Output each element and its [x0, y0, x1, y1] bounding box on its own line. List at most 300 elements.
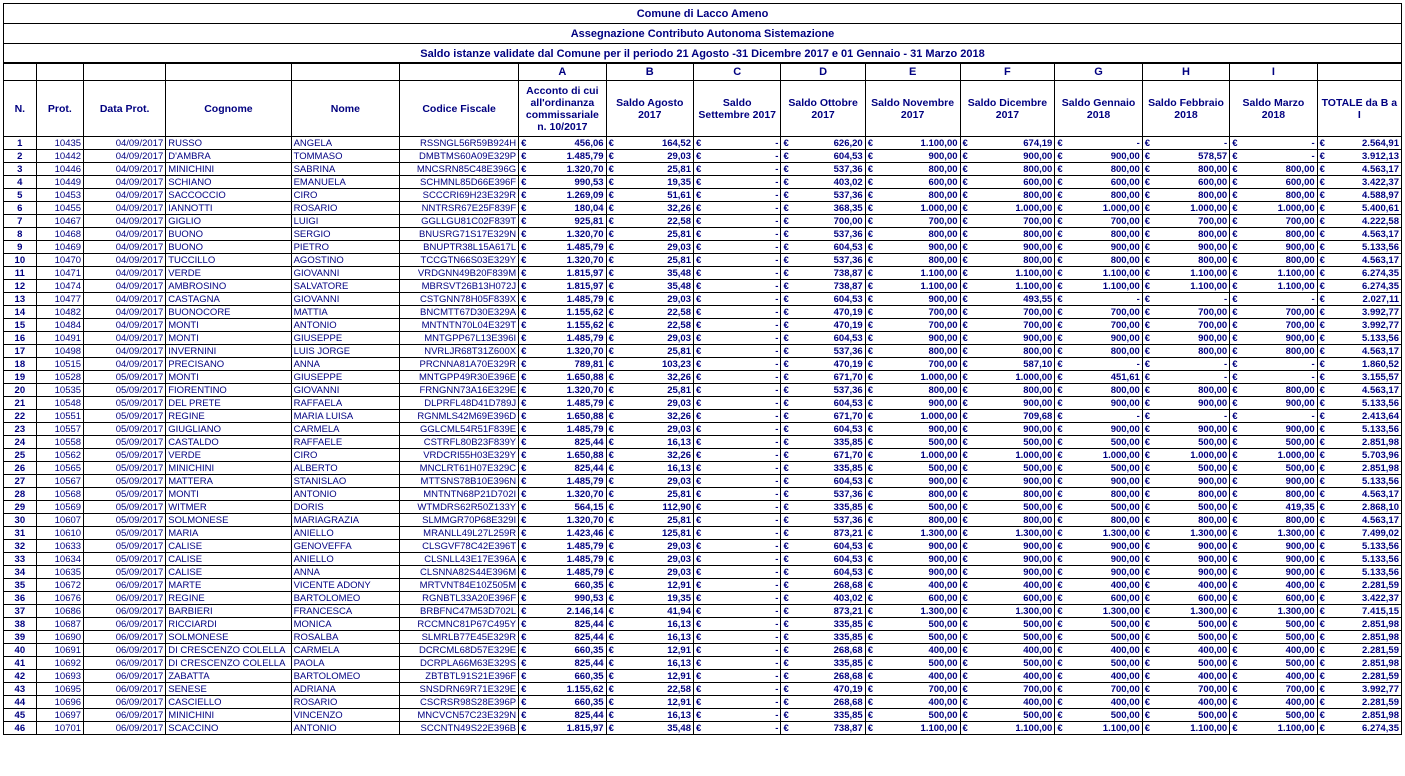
- currency-symbol: €: [1319, 631, 1325, 643]
- advance-a-cell: [519, 592, 606, 605]
- tax-code-cell: VRDGNN49B20F839M: [400, 267, 519, 280]
- currency-symbol: €: [1144, 501, 1151, 513]
- amount: 800,00: [1285, 228, 1315, 240]
- amount: 537,36: [833, 345, 863, 357]
- currency-symbol: €: [962, 332, 968, 344]
- currency-symbol: €: [521, 345, 527, 357]
- amount: -: [775, 280, 779, 292]
- currency-symbol: €: [608, 293, 614, 305]
- balance-march-cell: [1230, 488, 1317, 501]
- currency-symbol: €: [521, 540, 527, 552]
- currency-symbol: €: [962, 371, 968, 383]
- column-letter: E: [865, 64, 960, 81]
- balance-september-cell: [694, 527, 781, 540]
- table-row: [4, 540, 1402, 553]
- currency-symbol: €: [962, 501, 968, 513]
- currency-symbol: €: [867, 436, 873, 448]
- currency-symbol: €: [1144, 397, 1151, 409]
- amount: -: [1311, 358, 1315, 370]
- balance-august-cell: [606, 696, 693, 709]
- balance-january-cell: [1055, 579, 1142, 592]
- balance-february-cell: [1142, 579, 1229, 592]
- currency-symbol: €: [1232, 722, 1238, 734]
- balance-november-cell: [865, 319, 960, 332]
- balance-september-cell: [694, 644, 781, 657]
- currency-symbol: €: [1232, 696, 1238, 708]
- total-b-to-i-cell: [1317, 423, 1401, 436]
- amount: 4.563,17: [1362, 254, 1399, 266]
- amount: 500,00: [1110, 631, 1140, 643]
- balance-september-cell: [694, 631, 781, 644]
- tax-code-cell: WTMDRS62R50Z133Y: [400, 501, 519, 514]
- table-row: [4, 514, 1402, 527]
- amount: 825,44: [574, 436, 604, 448]
- protocol-number-cell: 10535: [36, 384, 83, 397]
- tax-code-cell: MNTNTN68P21D702I: [400, 488, 519, 501]
- balance-march-cell: [1230, 423, 1317, 436]
- balance-august-cell: [606, 592, 693, 605]
- protocol-number-cell: 10676: [36, 592, 83, 605]
- balance-march-cell: [1230, 150, 1317, 163]
- advance-a-cell: [519, 293, 606, 306]
- amount: 900,00: [1198, 397, 1228, 409]
- currency-symbol: €: [867, 696, 873, 708]
- currency-symbol: €: [521, 215, 527, 227]
- total-b-to-i-cell: [1317, 449, 1401, 462]
- column-letter: [84, 64, 166, 81]
- balance-october-cell: [781, 137, 865, 150]
- currency-symbol: €: [962, 592, 968, 604]
- advance-a-cell: [519, 449, 606, 462]
- column-letter: H: [1142, 64, 1229, 81]
- amount: 800,00: [928, 228, 958, 240]
- row-number-cell: 12: [4, 280, 37, 293]
- column-letter: [1317, 64, 1401, 81]
- currency-symbol: €: [783, 423, 789, 435]
- protocol-number-cell: 10568: [36, 488, 83, 501]
- balance-january-cell: [1055, 462, 1142, 475]
- row-number-cell: 15: [4, 319, 37, 332]
- amount: 900,00: [1023, 150, 1053, 162]
- tax-code-cell: GGLCML54R51F839E: [400, 423, 519, 436]
- currency-symbol: €: [962, 527, 968, 539]
- amount: 700,00: [1285, 683, 1315, 695]
- currency-symbol: €: [783, 332, 789, 344]
- currency-symbol: €: [1144, 423, 1151, 435]
- amount: -: [775, 254, 779, 266]
- advance-a-cell: [519, 475, 606, 488]
- amount: 335,85: [833, 436, 863, 448]
- amount: 604,53: [833, 332, 863, 344]
- currency-symbol: €: [1319, 696, 1325, 708]
- row-number-cell: 21: [4, 397, 37, 410]
- amount: 4.588,97: [1362, 189, 1399, 201]
- table-row: [4, 579, 1402, 592]
- total-b-to-i-cell: [1317, 215, 1401, 228]
- balance-december-cell: [960, 540, 1055, 553]
- currency-symbol: €: [783, 202, 789, 214]
- amount: 500,00: [1023, 618, 1053, 630]
- currency-symbol: €: [783, 319, 789, 331]
- currency-symbol: €: [1144, 540, 1151, 552]
- amount: 29,03: [667, 566, 691, 578]
- balance-august-cell: [606, 722, 693, 735]
- first-name-cell: TOMMASO: [291, 150, 400, 163]
- currency-symbol: €: [1232, 397, 1238, 409]
- balance-august-cell: [606, 553, 693, 566]
- currency-symbol: €: [1057, 215, 1063, 227]
- balance-december-cell: [960, 423, 1055, 436]
- total-b-to-i-cell: [1317, 696, 1401, 709]
- currency-symbol: €: [608, 631, 614, 643]
- currency-symbol: €: [1144, 709, 1151, 721]
- amount: 700,00: [1023, 215, 1053, 227]
- balance-august-cell: [606, 423, 693, 436]
- currency-symbol: €: [962, 462, 968, 474]
- balance-march-cell: [1230, 137, 1317, 150]
- first-name-cell: FRANCESCA: [291, 605, 400, 618]
- currency-symbol: €: [696, 176, 702, 188]
- amount: 32,26: [667, 202, 691, 214]
- amount: 29,03: [667, 150, 691, 162]
- balance-january-cell: [1055, 267, 1142, 280]
- spreadsheet: [3, 3, 1402, 735]
- currency-symbol: €: [1319, 475, 1325, 487]
- surname-cell: RICCIARDI: [166, 618, 291, 631]
- currency-symbol: €: [1057, 436, 1063, 448]
- balance-december-cell: [960, 462, 1055, 475]
- amount: 1.320,70: [566, 254, 604, 266]
- currency-symbol: €: [1232, 670, 1238, 682]
- currency-symbol: €: [783, 410, 789, 422]
- amount: 825,44: [574, 709, 604, 721]
- currency-symbol: €: [521, 397, 527, 409]
- currency-symbol: €: [867, 189, 873, 201]
- balance-december-cell: [960, 267, 1055, 280]
- advance-a-cell: [519, 423, 606, 436]
- column-letters-row: [4, 64, 1402, 81]
- currency-symbol: €: [1232, 631, 1238, 643]
- amount: 700,00: [1285, 215, 1315, 227]
- currency-symbol: €: [783, 462, 789, 474]
- amount: 537,36: [833, 189, 863, 201]
- currency-symbol: €: [696, 280, 702, 292]
- balance-october-cell: [781, 176, 865, 189]
- currency-symbol: €: [1319, 254, 1325, 266]
- advance-a-cell: [519, 228, 606, 241]
- currency-symbol: €: [962, 618, 968, 630]
- amount: -: [775, 241, 779, 253]
- amount: 500,00: [928, 462, 958, 474]
- row-number-cell: 22: [4, 410, 37, 423]
- tax-code-cell: RGNBTL33A20E396F: [400, 592, 519, 605]
- amount: 800,00: [1110, 228, 1140, 240]
- currency-symbol: €: [962, 384, 968, 396]
- currency-symbol: €: [608, 163, 614, 175]
- currency-symbol: €: [867, 540, 873, 552]
- amount: 604,53: [833, 150, 863, 162]
- amount: -: [775, 267, 779, 279]
- amount: -: [775, 501, 779, 513]
- currency-symbol: €: [1144, 228, 1151, 240]
- amount: 5.400,61: [1362, 202, 1399, 214]
- balance-november-cell: [865, 293, 960, 306]
- tax-code-cell: TCCGTN66S03E329Y: [400, 254, 519, 267]
- currency-symbol: €: [521, 202, 527, 214]
- amount: 41,94: [667, 605, 691, 617]
- amount: 5.133,56: [1362, 540, 1399, 552]
- currency-symbol: €: [696, 293, 702, 305]
- currency-symbol: €: [521, 696, 527, 708]
- balance-march-cell: [1230, 644, 1317, 657]
- advance-a-cell: [519, 722, 606, 735]
- first-name-cell: GIOVANNI: [291, 293, 400, 306]
- row-number-cell: 44: [4, 696, 37, 709]
- balance-january-cell: [1055, 618, 1142, 631]
- currency-symbol: €: [1057, 527, 1063, 539]
- balance-october-cell: [781, 670, 865, 683]
- balance-november-cell: [865, 410, 960, 423]
- balance-october-cell: [781, 514, 865, 527]
- balance-february-cell: [1142, 345, 1229, 358]
- protocol-date-cell: 05/09/2017: [84, 397, 166, 410]
- amount: 29,03: [667, 423, 691, 435]
- amount: 335,85: [833, 631, 863, 643]
- currency-symbol: €: [783, 501, 789, 513]
- tax-code-cell: SCCNTN49S22E396B: [400, 722, 519, 735]
- amount: -: [775, 397, 779, 409]
- currency-symbol: €: [962, 657, 968, 669]
- currency-symbol: €: [1057, 709, 1063, 721]
- balance-december-cell: [960, 553, 1055, 566]
- currency-symbol: €: [608, 358, 614, 370]
- amount: -: [1311, 293, 1315, 305]
- balance-february-cell: [1142, 514, 1229, 527]
- currency-symbol: €: [696, 618, 702, 630]
- currency-symbol: €: [521, 618, 527, 630]
- amount: -: [775, 449, 779, 461]
- amount: 1.000,00: [1190, 202, 1228, 214]
- surname-cell: FIORENTINO: [166, 384, 291, 397]
- currency-symbol: €: [783, 670, 789, 682]
- protocol-number-cell: 10491: [36, 332, 83, 345]
- currency-symbol: €: [608, 657, 614, 669]
- currency-symbol: €: [1144, 215, 1151, 227]
- amount: -: [1224, 293, 1228, 305]
- currency-symbol: €: [696, 267, 702, 279]
- currency-symbol: €: [1232, 228, 1238, 240]
- balance-february-cell: [1142, 254, 1229, 267]
- total-b-to-i-cell: [1317, 462, 1401, 475]
- table-row: [4, 319, 1402, 332]
- advance-a-cell: [519, 332, 606, 345]
- first-name-cell: ANGELA: [291, 137, 400, 150]
- table-row: [4, 618, 1402, 631]
- balance-march-cell: [1230, 579, 1317, 592]
- tax-code-cell: NNTRSR67E25F839F: [400, 202, 519, 215]
- table-row: [4, 423, 1402, 436]
- currency-symbol: €: [1057, 397, 1063, 409]
- amount: 500,00: [1198, 709, 1228, 721]
- currency-symbol: €: [962, 163, 968, 175]
- amount: 900,00: [1110, 397, 1140, 409]
- table-row: [4, 358, 1402, 371]
- amount: -: [775, 410, 779, 422]
- balance-august-cell: [606, 462, 693, 475]
- amount: 900,00: [1285, 241, 1315, 253]
- first-name-cell: AGOSTINO: [291, 254, 400, 267]
- surname-cell: VERDE: [166, 267, 291, 280]
- advance-a-cell: [519, 345, 606, 358]
- balance-march-cell: [1230, 332, 1317, 345]
- amount: 800,00: [928, 384, 958, 396]
- currency-symbol: €: [1144, 371, 1151, 383]
- balance-august-cell: [606, 202, 693, 215]
- currency-symbol: €: [962, 436, 968, 448]
- amount: -: [775, 618, 779, 630]
- currency-symbol: €: [1319, 241, 1325, 253]
- amount: -: [775, 176, 779, 188]
- amount: 900,00: [1110, 423, 1140, 435]
- balance-march-cell: [1230, 280, 1317, 293]
- advance-a-cell: [519, 241, 606, 254]
- row-number-cell: 18: [4, 358, 37, 371]
- row-number-cell: 36: [4, 592, 37, 605]
- currency-symbol: €: [867, 449, 873, 461]
- currency-symbol: €: [521, 488, 527, 500]
- currency-symbol: €: [1057, 605, 1063, 617]
- amount: 800,00: [1285, 384, 1315, 396]
- table-row: [4, 722, 1402, 735]
- currency-symbol: €: [962, 683, 968, 695]
- balance-october-cell: [781, 462, 865, 475]
- currency-symbol: €: [521, 319, 527, 331]
- balance-august-cell: [606, 410, 693, 423]
- surname-cell: MINICHINI: [166, 462, 291, 475]
- balance-november-cell: [865, 163, 960, 176]
- currency-symbol: €: [608, 683, 614, 695]
- currency-symbol: €: [1057, 514, 1063, 526]
- row-number-cell: 34: [4, 566, 37, 579]
- balance-december-cell: [960, 293, 1055, 306]
- protocol-date-cell: 04/09/2017: [84, 280, 166, 293]
- currency-symbol: €: [1144, 631, 1151, 643]
- balance-december-cell: [960, 631, 1055, 644]
- amount: 900,00: [1198, 475, 1228, 487]
- row-number-cell: 20: [4, 384, 37, 397]
- amount: -: [775, 202, 779, 214]
- amount: 800,00: [928, 345, 958, 357]
- protocol-number-cell: 10484: [36, 319, 83, 332]
- balance-october-cell: [781, 631, 865, 644]
- tax-code-cell: SNSDRN69R71E329E: [400, 683, 519, 696]
- currency-symbol: €: [867, 241, 873, 253]
- protocol-number-cell: 10449: [36, 176, 83, 189]
- currency-symbol: €: [1144, 475, 1151, 487]
- amount: 25,81: [667, 228, 691, 240]
- advance-a-cell: [519, 215, 606, 228]
- balance-october-cell: [781, 189, 865, 202]
- amount: 800,00: [1110, 254, 1140, 266]
- protocol-number-cell: 10692: [36, 657, 83, 670]
- amount: 500,00: [928, 618, 958, 630]
- amount: -: [775, 189, 779, 201]
- tax-code-cell: MNTGPP67L13E396I: [400, 332, 519, 345]
- table-row: [4, 254, 1402, 267]
- amount: 738,87: [833, 267, 863, 279]
- amount: -: [775, 150, 779, 162]
- currency-symbol: €: [1232, 189, 1238, 201]
- protocol-date-cell: 06/09/2017: [84, 670, 166, 683]
- balance-august-cell: [606, 332, 693, 345]
- amount: 537,36: [833, 514, 863, 526]
- protocol-date-cell: 04/09/2017: [84, 358, 166, 371]
- currency-symbol: €: [696, 722, 702, 734]
- currency-symbol: €: [1232, 553, 1238, 565]
- currency-symbol: €: [783, 267, 789, 279]
- amount: 500,00: [928, 709, 958, 721]
- protocol-date-cell: 04/09/2017: [84, 202, 166, 215]
- first-name-cell: VICENTE ADONY: [291, 579, 400, 592]
- currency-symbol: €: [783, 371, 789, 383]
- currency-symbol: €: [1144, 163, 1151, 175]
- balance-august-cell: [606, 176, 693, 189]
- currency-symbol: €: [1057, 241, 1063, 253]
- balance-september-cell: [694, 215, 781, 228]
- total-b-to-i-cell: [1317, 293, 1401, 306]
- protocol-number-cell: 10470: [36, 254, 83, 267]
- amount: -: [775, 722, 779, 734]
- currency-symbol: €: [521, 449, 527, 461]
- amount: -: [1136, 410, 1140, 422]
- amount: 600,00: [1110, 176, 1140, 188]
- tax-code-cell: FRNGNN73A16E329E: [400, 384, 519, 397]
- balance-september-cell: [694, 176, 781, 189]
- amount: 335,85: [833, 657, 863, 669]
- amount: 537,36: [833, 384, 863, 396]
- total-b-to-i-cell: [1317, 306, 1401, 319]
- protocol-number-cell: 10672: [36, 579, 83, 592]
- amount: 900,00: [1110, 475, 1140, 487]
- balance-march-cell: [1230, 189, 1317, 202]
- tax-code-cell: MNCVCN57C23E329N: [400, 709, 519, 722]
- amount: 1.000,00: [1015, 371, 1053, 383]
- total-b-to-i-cell: [1317, 618, 1401, 631]
- balance-november-cell: [865, 553, 960, 566]
- currency-symbol: €: [696, 384, 702, 396]
- currency-symbol: €: [521, 163, 527, 175]
- table-row: [4, 228, 1402, 241]
- balance-january-cell: [1055, 280, 1142, 293]
- currency-symbol: €: [1232, 436, 1238, 448]
- currency-symbol: €: [962, 410, 968, 422]
- amount: 2.281,59: [1362, 696, 1399, 708]
- first-name-cell: GIOVANNI: [291, 384, 400, 397]
- protocol-date-cell: 05/09/2017: [84, 540, 166, 553]
- column-letter: [400, 64, 519, 81]
- protocol-date-cell: 06/09/2017: [84, 657, 166, 670]
- advance-a-cell: [519, 397, 606, 410]
- tax-code-cell: CSTGNN78H05F839X: [400, 293, 519, 306]
- protocol-date-cell: 04/09/2017: [84, 137, 166, 150]
- advance-a-cell: [519, 137, 606, 150]
- amount: 2.851,98: [1362, 462, 1399, 474]
- amount: 5.133,56: [1362, 397, 1399, 409]
- balance-march-cell: [1230, 436, 1317, 449]
- balance-december-cell: [960, 358, 1055, 371]
- row-number-cell: 8: [4, 228, 37, 241]
- row-number-cell: 6: [4, 202, 37, 215]
